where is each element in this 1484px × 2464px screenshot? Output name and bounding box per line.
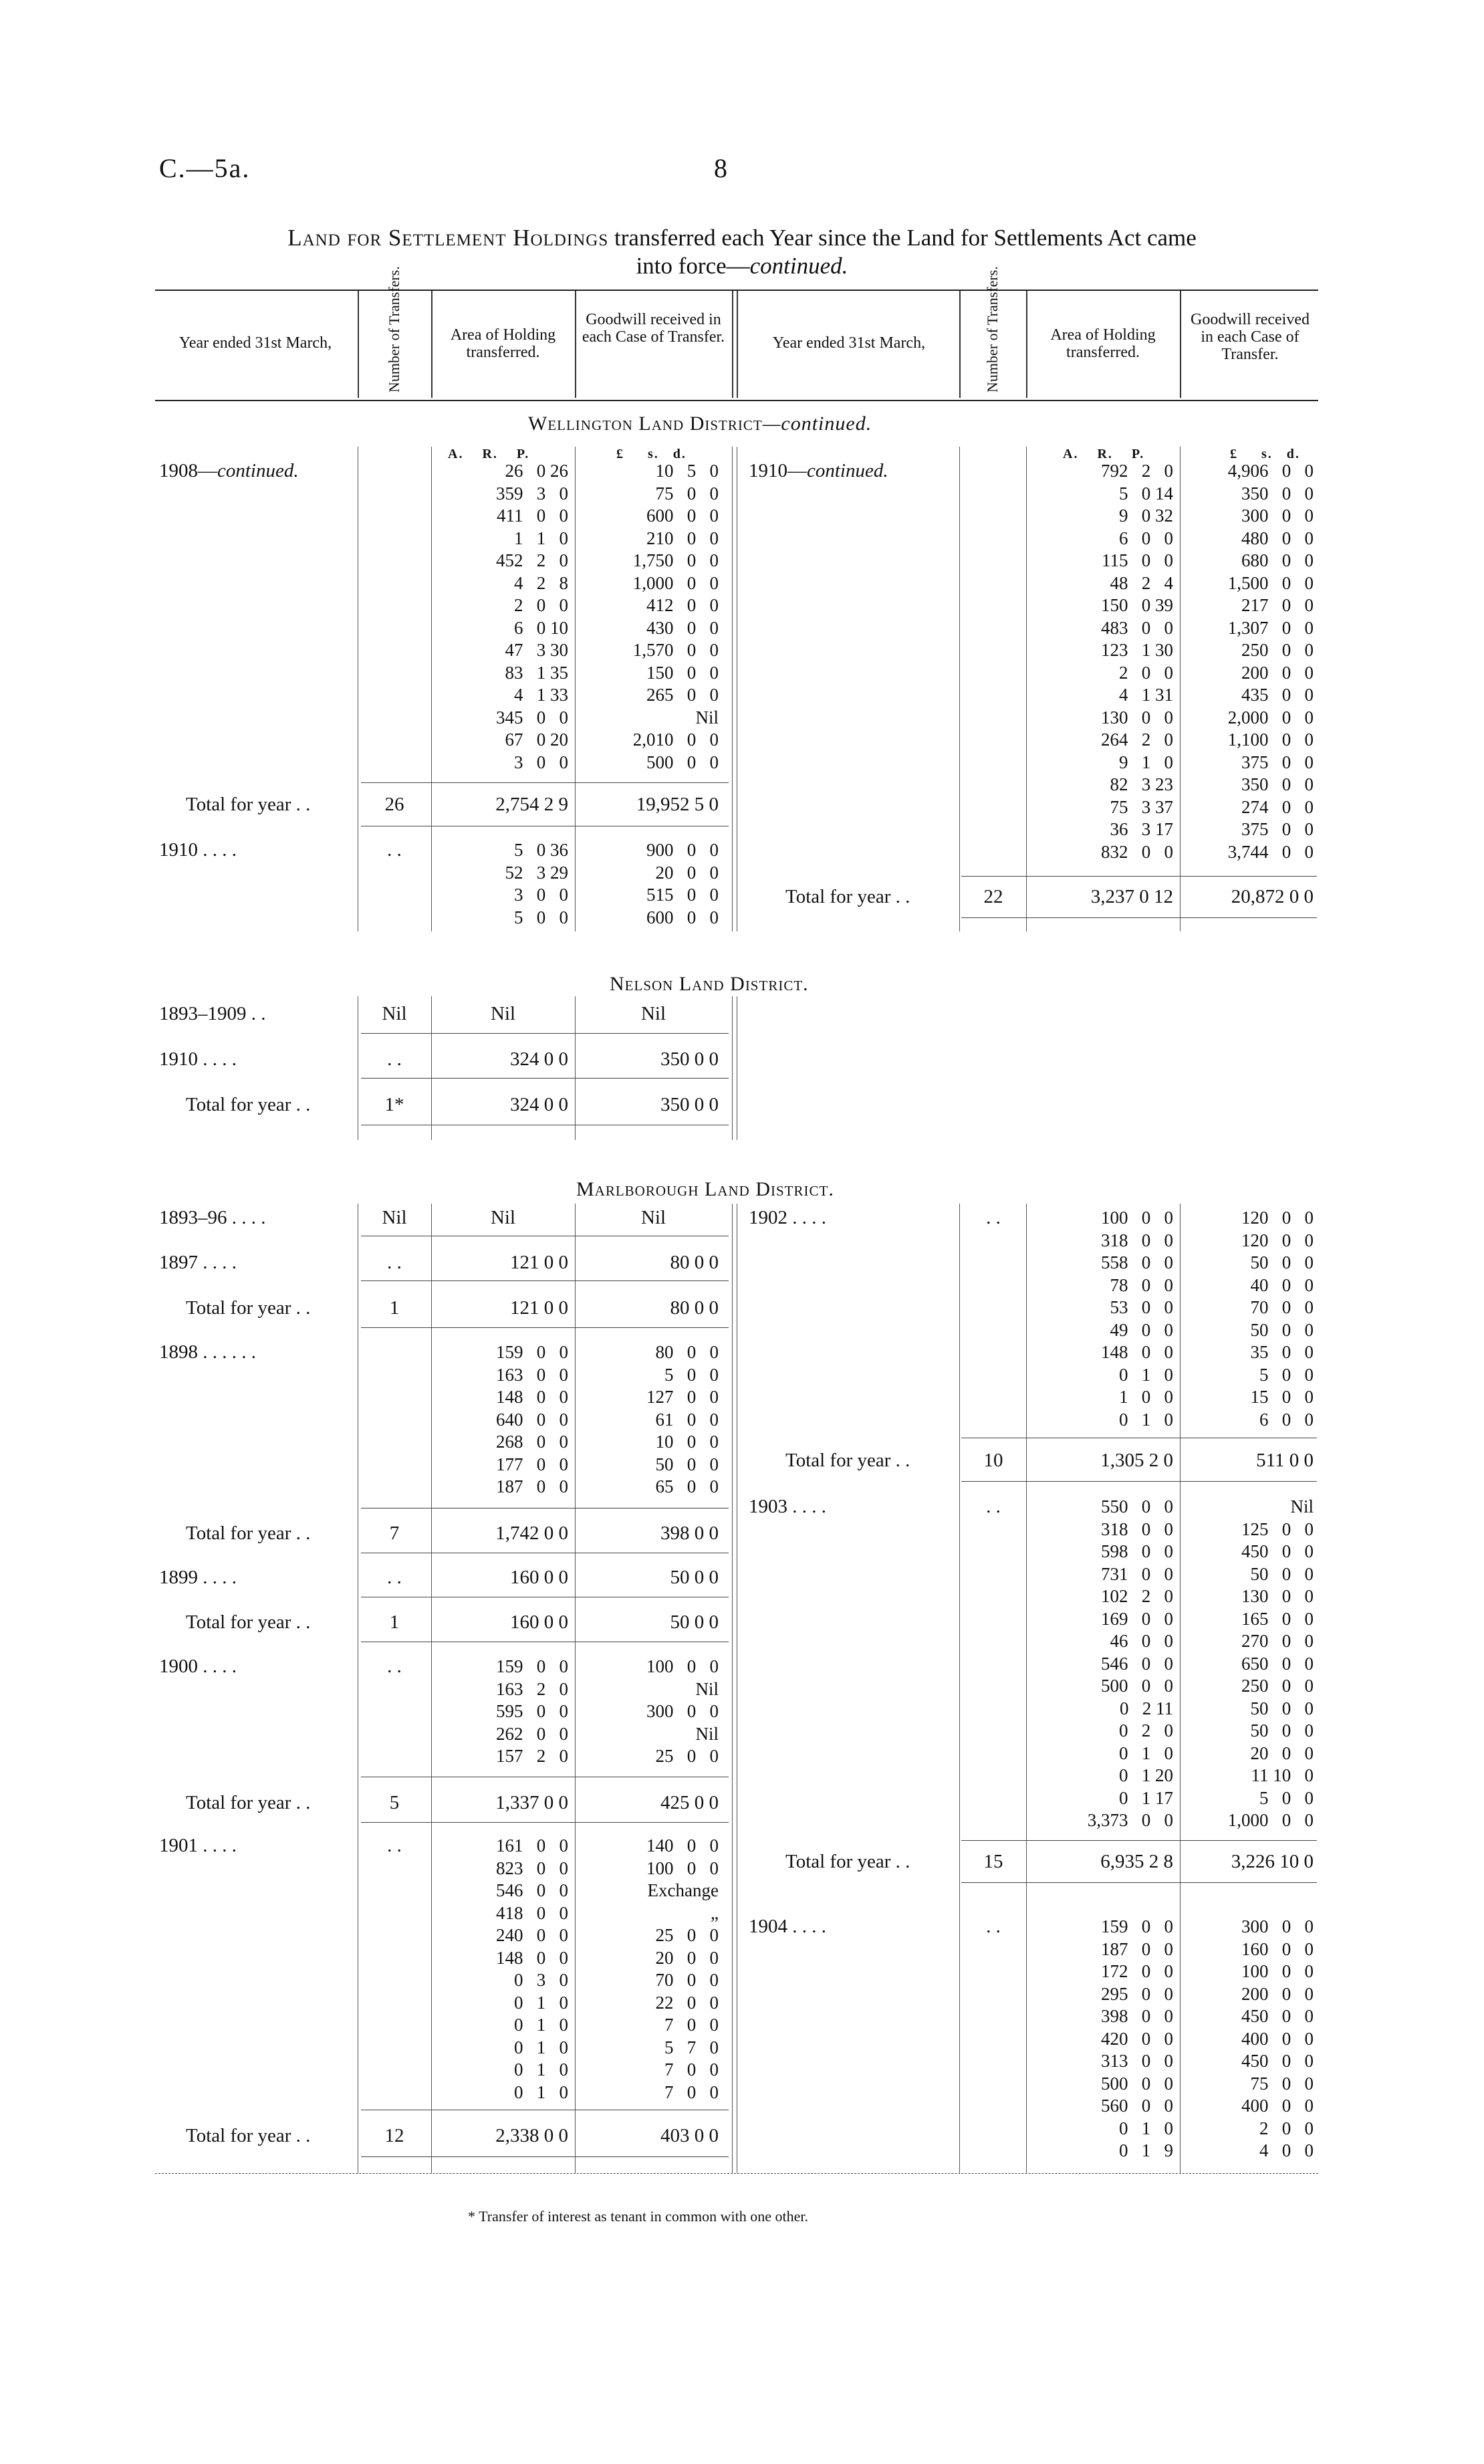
marl-1900-gw: 100 0 0 Nil 300 0 0 Nil 25 0 0	[646, 1656, 719, 1766]
wellington-1908-area: 26 0 26 359 3 0 411 0 0 1 1 0 452 2 0 4 2 8 2 0 0 6 0 10 47 3 30 83 1 35 4 1 33 345 0 0 67 0 20 3 0 0	[496, 461, 568, 772]
wellington-1910-goodwill: 900 0 0 20 0 0 515 0 0 600 0 0	[646, 840, 719, 927]
marl-1900-total-area: 1,337 0 0	[495, 1792, 568, 1813]
marl-1903-total-n: 15	[983, 1851, 1003, 1872]
total-label: Total for year . .	[186, 794, 311, 815]
marl-1904-n: . .	[986, 1916, 1001, 1937]
marl-1893-gw: Nil	[640, 1207, 666, 1228]
col-goodwill-right: Goodwill received in each Case of Transfer.	[1191, 311, 1310, 363]
marl-1899-gw: 50 0 0	[670, 1567, 719, 1588]
nelson-row2-year: 1910 . . . .	[159, 1048, 237, 1070]
marl-1903-gw: Nil 125 0 0 450 0 0 50 0 0 130 0 0 165 0 0 270 0 0 650 0 0 250 0 0 50 0 0 50 0 0 20 0 0 11 10 0 5 0 0 1,000 0 0	[1227, 1496, 1314, 1830]
marl-1893-area: Nil	[490, 1207, 516, 1228]
marl-1899-total-label: Total for year . .	[186, 1611, 311, 1633]
marl-1901-n: . .	[387, 1835, 402, 1856]
marl-1898-total-area: 1,742 0 0	[495, 1523, 568, 1544]
marl-1899-total-gw: 50 0 0	[670, 1611, 719, 1633]
marl-1903-total-area: 6,935 2 8	[1100, 1851, 1173, 1872]
page-number: 8	[714, 153, 727, 183]
marl-1902-year: 1902 . . . .	[749, 1207, 826, 1228]
total-goodwill: 19,952 5 0	[636, 794, 719, 815]
wellington-1910-area: 5 0 36 52 3 29 3 0 0 5 0 0	[505, 840, 568, 927]
marl-1899-total-area: 160 0 0	[510, 1611, 568, 1633]
col-year: Year ended 31st March,	[178, 334, 332, 352]
col-area-right: Area of Holding transferred.	[1050, 326, 1156, 361]
marl-1897-year: 1897 . . . .	[159, 1252, 237, 1273]
marl-1903-year: 1903 . . . .	[749, 1496, 826, 1517]
total-transfers: 26	[384, 794, 404, 815]
marl-1897-n: . .	[387, 1252, 402, 1273]
document-reference: C.—5a.	[159, 153, 251, 183]
marl-1902-total-label: Total for year . .	[785, 1450, 910, 1471]
units-lsd: £ s. d.	[616, 447, 687, 461]
col-transfers-right: Number of Transfers.	[984, 266, 1001, 393]
marl-1902-total-gw: 511 0 0	[1256, 1450, 1314, 1471]
district-wellington: Wellington Land District—continued.	[528, 413, 872, 435]
nelson-row1-area: Nil	[490, 1003, 516, 1024]
total-area: 2,754 2 9	[495, 794, 568, 815]
marl-1902-gw: 120 0 0 120 0 0 50 0 0 40 0 0 70 0 0 50 0 0 35 0 0 5 0 0 15 0 0 6 0 0	[1241, 1208, 1314, 1430]
marl-1904-year: 1904 . . . .	[749, 1916, 826, 1937]
marl-1897-total-label: Total for year . .	[186, 1297, 311, 1319]
nelson-row1-year: 1893–1909 . .	[159, 1003, 266, 1024]
total-transfers-right: 22	[983, 886, 1003, 907]
marl-1898-area: 159 0 0 163 0 0 148 0 0 640 0 0 268 0 0 177 0 0 187 0 0	[496, 1342, 568, 1496]
marl-1893-year: 1893–96 . . . .	[159, 1207, 266, 1228]
title-continued: continued.	[749, 253, 848, 279]
marl-1903-total-gw: 3,226 10 0	[1231, 1851, 1314, 1872]
marl-1899-n: . .	[387, 1567, 402, 1588]
marl-1900-year: 1900 . . . .	[159, 1656, 237, 1677]
district-nelson: Nelson Land District.	[610, 973, 809, 995]
year-1910-label: 1910 . . . .	[159, 839, 237, 861]
marl-1898-total-gw: 398 0 0	[660, 1523, 719, 1544]
units-lsd-right: £ s. d.	[1230, 447, 1300, 461]
district-marlborough: Marlborough Land District.	[576, 1178, 834, 1200]
units-arp-right: A. R. P.	[1063, 447, 1145, 461]
nelson-row1-n: Nil	[382, 1003, 407, 1024]
marl-1901-area: 161 0 0 823 0 0 546 0 0 418 0 0 240 0 0 148 0 0 0 3 0 0 1 0 0 1 0 0 1 0 0 1 0 0 1 0	[496, 1835, 568, 2102]
col-area: Area of Holding transferred.	[450, 326, 556, 361]
marl-1901-total-n: 12	[384, 2125, 404, 2146]
marl-1901-gw: 140 0 0 100 0 0 Exchange „ 25 0 0 20 0 0 70 0 0 22 0 0 7 0 0 5 7 0 7 0 0 7 0 0	[646, 1835, 719, 2102]
marl-1897-total-area: 121 0 0	[510, 1297, 568, 1319]
total-area-right: 3,237 0 12	[1090, 886, 1173, 907]
marl-1900-total-n: 5	[389, 1792, 400, 1813]
marl-1902-area: 100 0 0 318 0 0 558 0 0 78 0 0 53 0 0 49 0 0 148 0 0 0 1 0 1 0 0 0 1 0	[1101, 1208, 1173, 1430]
total-goodwill-right: 20,872 0 0	[1231, 886, 1314, 907]
marl-1902-n: . .	[986, 1207, 1001, 1228]
marl-1900-area: 159 0 0 163 2 0 595 0 0 262 0 0 157 2 0	[496, 1656, 568, 1766]
title-line2: into force—	[636, 253, 750, 279]
title-rest: transferred each Year since the Land for Settlements Act came	[608, 225, 1197, 251]
nelson-row2-n: . .	[387, 1048, 402, 1070]
nelson-row2-area: 324 0 0	[510, 1048, 568, 1070]
nelson-total-gw: 350 0 0	[660, 1094, 719, 1115]
total-label-right: Total for year . .	[785, 886, 910, 907]
marl-1904-area: 159 0 0 187 0 0 172 0 0 295 0 0 398 0 0 420 0 0 313 0 0 500 0 0 560 0 0 0 1 0 0 1 9	[1101, 1916, 1173, 2160]
marl-1903-n: . .	[986, 1496, 1001, 1517]
units-arp: A. R. P.	[448, 447, 530, 461]
nelson-row2-gw: 350 0 0	[660, 1048, 719, 1070]
marl-1901-total-label: Total for year . .	[186, 2125, 311, 2146]
nelson-total-label: Total for year . .	[186, 1094, 311, 1115]
marl-1903-area: 550 0 0 318 0 0 598 0 0 731 0 0 102 2 0 169 0 0 46 0 0 546 0 0 500 0 0 0 2 11 0 2 0 0 1 0 0 1 20 0 1 17 3,373 0 0	[1087, 1496, 1173, 1830]
wellington-1908-goodwill: 10 5 0 75 0 0 600 0 0 210 0 0 1,750 0 0 1,000 0 0 412 0 0 430 0 0 1,570 0 0 150 0 0 265 0 0 Nil 2,010 0 0 500 0 0	[632, 461, 719, 772]
marl-1900-total-gw: 425 0 0	[660, 1792, 719, 1813]
marl-1898-gw: 80 0 0 5 0 0 127 0 0 61 0 0 10 0 0 50 0 0 65 0 0	[646, 1342, 719, 1496]
marl-1903-total-label: Total for year . .	[785, 1851, 910, 1872]
nelson-total-area: 324 0 0	[510, 1094, 568, 1115]
marl-1901-total-area: 2,338 0 0	[495, 2125, 568, 2146]
marl-1897-gw: 80 0 0	[670, 1252, 719, 1273]
table-title	[160, 224, 1324, 280]
marl-1893-n: Nil	[382, 1207, 407, 1228]
marl-1900-n: . .	[387, 1656, 402, 1677]
marl-1902-total-area: 1,305 2 0	[1100, 1450, 1173, 1471]
marl-1898-year: 1898 . . . . . .	[159, 1341, 256, 1363]
marl-1904-gw: 300 0 0 160 0 0 100 0 0 200 0 0 450 0 0 400 0 0 450 0 0 75 0 0 400 0 0 2 0 0 4 0 0	[1241, 1916, 1314, 2160]
marl-1901-total-gw: 403 0 0	[660, 2125, 719, 2146]
marl-1897-area: 121 0 0	[510, 1252, 568, 1273]
year-1910-cont-label: 1910—continued.	[749, 460, 888, 481]
marl-1900-total-label: Total for year . .	[186, 1792, 311, 1813]
marl-1898-total-n: 7	[389, 1523, 400, 1544]
nelson-total-n: 1*	[384, 1094, 404, 1115]
wellington-1910-cont-area: 792 2 0 5 0 14 9 0 32 6 0 0 115 0 0 48 2 4 150 0 39 483 0 0 123 1 30 2 0 0 4 1 31 130 0 0 264 2 0 9 1 0 82 3 23 75 3 37 36 3 17 832 0 0	[1101, 461, 1173, 862]
marl-1902-total-n: 10	[983, 1450, 1003, 1471]
marl-1901-year: 1901 . . . .	[159, 1835, 237, 1856]
col-transfers: Number of Transfers.	[386, 266, 402, 393]
marl-1899-year: 1899 . . . .	[159, 1567, 237, 1588]
col-goodwill: Goodwill received in each Case of Transfer.	[582, 311, 725, 346]
title-caps: Land for Settlement Holdings	[287, 225, 609, 251]
marl-1899-total-n: 1	[389, 1611, 400, 1633]
marl-1897-total-gw: 80 0 0	[670, 1297, 719, 1319]
marl-1897-total-n: 1	[389, 1297, 400, 1319]
col-year-right: Year ended 31st March,	[772, 334, 926, 352]
marl-1898-total-label: Total for year . .	[186, 1523, 311, 1544]
nelson-row1-gw: Nil	[640, 1003, 666, 1024]
year-1908-label: 1908—continued.	[159, 460, 299, 481]
marl-1899-area: 160 0 0	[510, 1567, 568, 1588]
transfers-1910: . .	[387, 839, 402, 861]
footnote: * Transfer of interest as tenant in common with one other.	[468, 2208, 808, 2225]
wellington-1910-cont-goodwill: 4,906 0 0 350 0 0 300 0 0 480 0 0 680 0 0 1,500 0 0 217 0 0 1,307 0 0 250 0 0 200 0 0 435 0 0 2,000 0 0 1,100 0 0 375 0 0 350 0 0 274 0 0 375 0 0 3,744 0 0	[1227, 461, 1314, 862]
